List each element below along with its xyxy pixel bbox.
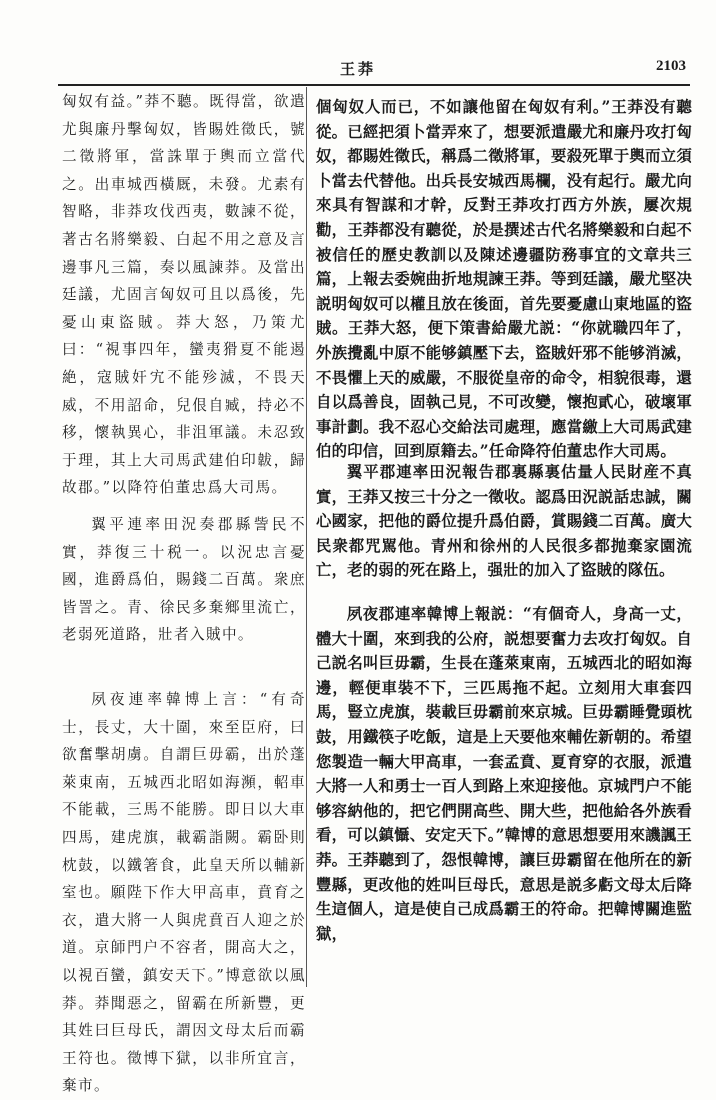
- header-rule: [58, 84, 690, 86]
- page-number: 2103: [656, 58, 686, 74]
- modern-paragraph-3-block: [316, 602, 692, 946]
- modern-paragraph-3: 夙夜郡連率韓博上報説：“有個奇人，身高一丈，體大十圍，來到我的公府，説想要奮力去攻打匈奴。自己説名叫巨毋霸，生長在蓬萊東南，五城西北的昭如海邊，輕便車裝不下，三匹馬拖不起。立刻用大車套四馬，豎立虎旗，裝載巨毋霸前來京城。巨毋霸睡覺頭枕鼓，用鐵筷子吃飯，這是上天要他來輔佐新朝的。希望您製造一輛大甲高車，一套孟賁、夏育穿的衣服，派遣大將一人和勇士一百人到路上來迎接他。京城門户不能够容納他的，把它們開高些、開大些，把他給各外族看看，可以鎮懾、安定天下。”韓博的意思想要用來譏諷王莽。王莽聽到了，怨恨韓博，讓巨毋霸留在他所在的新豐縣，更改他的姓叫巨母氏，意思是説多虧文母太后降生這個人，這是使自己成爲霸王的符命。把韓博關進監獄，: [316, 605, 692, 943]
- classical-paragraph-2-block: [62, 511, 306, 649]
- modern-paragraph-2: 翼平郡連率田況報告郡裏縣裏估量人民財産不真實，王莽又按三十分之一徵收。認爲田況説話忠誠，關心國家，把他的爵位提升爲伯爵，賞賜錢二百萬。廣大民衆都咒駡他。青州和徐州的人民很多都抛棄家園流亡，老的弱的死在路上，强壯的加入了盜賊的隊伍。: [316, 463, 692, 580]
- modern-paragraph-1-block: [316, 95, 692, 464]
- classical-paragraph-3-block: [62, 686, 306, 1100]
- modern-paragraph-2-block: [316, 460, 692, 583]
- classical-paragraph-3: 夙夜連率韓博上言：“有奇士，長丈，大十圍，來至臣府，曰欲奮擊胡虜。自謂巨毋霸，出於蓬萊東南，五城西北昭如海瀕，軺車不能載，三馬不能勝。即日以大車四馬，建虎旗，載霸詣闕。霸卧則枕鼓，以鐵箸食，此皇天所以輔新室也。願陛下作大甲高車，賁育之衣，遣大將一人與虎賁百人迎之於道。京師門户不容者，開高大之，以視百蠻，鎮安天下。”博意欲以風莽。莽聞惡之，留霸在所新豐，更其姓曰巨母氏，謂因文母太后而霸王符也。徵博下獄，以非所宜言，棄市。: [62, 691, 306, 1095]
- modern-paragraph-1: 個匈奴人而已，不如讓他留在匈奴有利。”王莽没有聽從。已經把須卜當弄來了，想要派遣嚴尤和廉丹攻打匈奴，都賜姓徵氏，稱爲二徵將軍，要殺死單于輿而立須卜當去代替他。出兵長安城西馬欄，没有起行。嚴尤向來具有智謀和才幹，反對王莽攻打西方外族，屢次規勸，王莽都没有聽從，於是撰述古代名將樂毅和白起不被信任的歷史教訓以及陳述邊疆防務事宜的文章共三篇，上報去委婉曲折地規諫王莽。等到廷議，嚴尤堅决説明匈奴可以權且放在後面，首先要憂慮山東地區的盜賊。王莽大怒，便下策書給嚴尤説：“你就職四年了，外族攪亂中原不能够鎮壓下去，盜賊奸邪不能够消滅，不畏懼上天的威嚴，不服從皇帝的命令，相貌很毒，還自以爲善良，固執己見，不可改變，懷抱貳心，破壞軍事計劃。我不忍心交給法司處理，應當繳上大司馬武建伯的印信，回到原籍去。”任命降符伯董忠作大司馬。: [316, 98, 692, 461]
- running-header-title: 王莽: [339, 60, 376, 78]
- classical-paragraph-1-block: [62, 88, 306, 502]
- classical-paragraph-2: 翼平連率田況奏郡縣訾民不實，莽復三十税一。以況忠言憂國，進爵爲伯，賜錢二百萬。衆庶皆詈之。青、徐民多棄鄉里流亡，老弱死道路，壯者入賊中。: [62, 516, 306, 644]
- classical-paragraph-1: 匈奴有益。”莽不聽。既得當，欲遣尤與廉丹擊匈奴，皆賜姓徵氏，號二徵將軍，當誅單于輿而立當代之。出車城西橫厩，未發。尤素有智略，非莽攻伐西夷，數諫不從，著古名將樂毅、白起不用之意及言邊事凡三篇，奏以風諫莽。及當出廷議，尤固言匈奴可且以爲後，先憂山東盜賊。莽大怒，乃策尤曰：“視事四年，蠻夷猾夏不能遏絶，寇賊奸宄不能殄滅，不畏天威，不用詔命，兒佷自臧，持必不移，懷執異心，非沮軍議。未忍致于理，其上大司馬武建伯印韍，歸故郡。”以降符伯董忠爲大司馬。: [62, 93, 306, 497]
- column-divider: [306, 87, 307, 987]
